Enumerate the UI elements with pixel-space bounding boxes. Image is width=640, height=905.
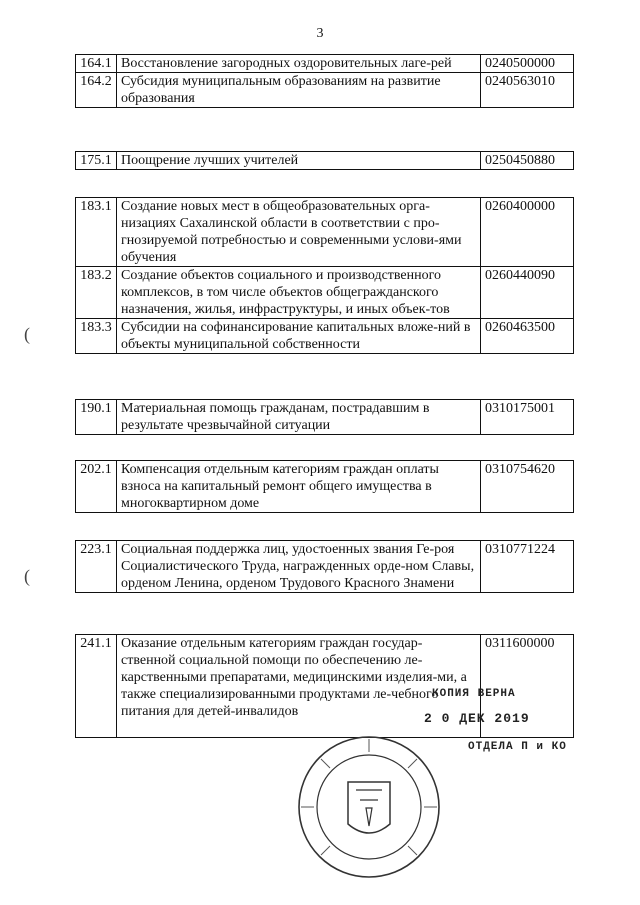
row-number: 164.1 — [76, 55, 117, 73]
table-row — [76, 73, 574, 108]
row-code: 0240500000 — [481, 55, 574, 73]
table-row — [76, 55, 574, 73]
row-number: 175.1 — [76, 152, 117, 170]
margin-mark: ( — [24, 324, 30, 344]
budget-table-group-5 — [75, 460, 574, 513]
table-row — [76, 152, 574, 170]
row-code: 0250450880 — [481, 152, 574, 170]
stamp-date: 2 0 ДЕК 2019 — [424, 711, 530, 726]
row-description: Социальная поддержка лиц, удостоенных звания Ге-роя Социалистического Труда, награжденных орде-ном Славы, орденом Ленина, орденом Трудового Красного Знамени — [117, 541, 481, 593]
row-description: Создание объектов социального и производственного комплексов, в том числе объектов общегражданского назначения, жилья, инфраструктуры, и иных объек-тов — [117, 267, 481, 319]
row-number: 183.3 — [76, 319, 117, 354]
row-description: Создание новых мест в общеобразовательных орга-низациях Сахалинской области в соответствии с про-гнозируемой потребностью и современными услови-ями обучения — [117, 198, 481, 267]
row-code: 0260440090 — [481, 267, 574, 319]
budget-table-group-1 — [75, 54, 574, 108]
budget-table-group-3 — [75, 197, 574, 354]
row-number: 223.1 — [76, 541, 117, 593]
budget-table-group-4 — [75, 399, 574, 435]
table-row — [76, 267, 574, 319]
row-code: 0311600000 — [481, 635, 574, 738]
row-code: 0310754620 — [481, 461, 574, 513]
table-row — [76, 198, 574, 267]
certified-copy-stamp: КОПИЯ ВЕРНА — [432, 688, 516, 700]
margin-mark: ( — [24, 566, 30, 586]
budget-table-group-2 — [75, 151, 574, 170]
page-number: 3 — [316, 26, 324, 41]
table-row — [76, 400, 574, 435]
row-description: Оказание отдельным категориям граждан государ-ственной социальной помощи по обеспечению ле-карственными препаратами, медицинскими изделия-ми, а также специализированными продуктами ле-чебного питания для детей-инвалидов — [117, 635, 481, 738]
row-description: Субсидия муниципальным образованиям на развитие образования — [117, 73, 481, 108]
row-code: 0260463500 — [481, 319, 574, 354]
row-number: 202.1 — [76, 461, 117, 513]
budget-table-group-6 — [75, 540, 574, 593]
row-number: 183.2 — [76, 267, 117, 319]
row-number: 190.1 — [76, 400, 117, 435]
row-code: 0310175001 — [481, 400, 574, 435]
row-code: 0240563010 — [481, 73, 574, 108]
row-number: 164.2 — [76, 73, 117, 108]
row-description: Поощрение лучших учителей — [117, 152, 481, 170]
row-number: 183.1 — [76, 198, 117, 267]
row-description: Материальная помощь гражданам, пострадавшим в результате чрезвычайной ситуации — [117, 400, 481, 435]
row-code: 0310771224 — [481, 541, 574, 593]
row-description: Восстановление загородных оздоровительных лаге-рей — [117, 55, 481, 73]
official-seal-icon — [296, 734, 442, 880]
row-number: 241.1 — [76, 635, 117, 738]
table-row — [76, 319, 574, 354]
row-description: Компенсация отдельным категориям граждан оплаты взноса на капитальный ремонт общего имущества в многоквартирном доме — [117, 461, 481, 513]
table-row — [76, 541, 574, 593]
row-code: 0260400000 — [481, 198, 574, 267]
row-description: Субсидии на софинансирование капитальных вложе-ний в объекты муниципальной собственности — [117, 319, 481, 354]
department-stamp: ОТДЕЛА П и КО — [468, 741, 567, 753]
table-row — [76, 461, 574, 513]
